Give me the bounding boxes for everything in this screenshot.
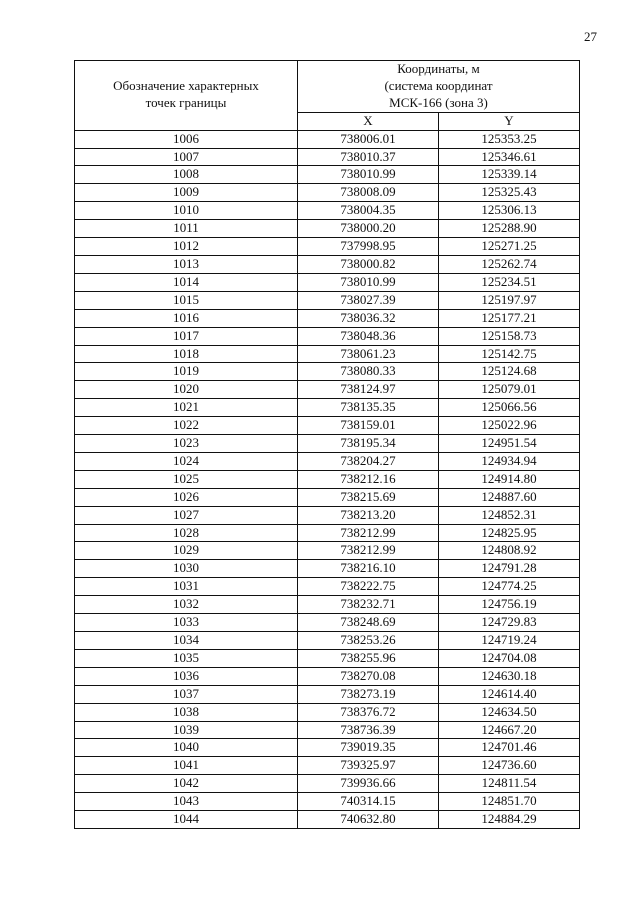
table-row bbox=[75, 560, 580, 578]
y-coordinate-cell: 125339.14 bbox=[439, 166, 580, 184]
x-coordinate-cell: 738212.99 bbox=[298, 524, 439, 542]
x-coordinate-cell: 738736.39 bbox=[298, 721, 439, 739]
coords-header-line-3: МСК-166 (зона 3) bbox=[389, 94, 488, 110]
point-column-header bbox=[75, 61, 298, 131]
table-row bbox=[75, 614, 580, 632]
y-coordinate-cell: 124704.08 bbox=[439, 649, 580, 667]
point-header-line-2: точек границы bbox=[145, 95, 227, 111]
point-id-cell: 1033 bbox=[75, 614, 298, 632]
y-coordinate-cell: 124756.19 bbox=[439, 596, 580, 614]
table-row bbox=[75, 506, 580, 524]
table-row bbox=[75, 542, 580, 560]
point-id-cell: 1039 bbox=[75, 721, 298, 739]
point-id-cell: 1034 bbox=[75, 632, 298, 650]
y-coordinate-cell: 124811.54 bbox=[439, 775, 580, 793]
table-row bbox=[75, 381, 580, 399]
table-row bbox=[75, 524, 580, 542]
x-coordinate-cell: 740314.15 bbox=[298, 793, 439, 811]
point-id-cell: 1025 bbox=[75, 470, 298, 488]
table-row bbox=[75, 435, 580, 453]
y-coordinate-cell: 124701.46 bbox=[439, 739, 580, 757]
table-row bbox=[75, 470, 580, 488]
point-id-cell: 1022 bbox=[75, 417, 298, 435]
table-row bbox=[75, 130, 580, 148]
x-coordinate-cell: 738006.01 bbox=[298, 130, 439, 148]
coords-header-line-2: (система координат bbox=[384, 77, 493, 93]
x-coordinate-cell: 738222.75 bbox=[298, 578, 439, 596]
point-id-cell: 1010 bbox=[75, 202, 298, 220]
point-id-cell: 1038 bbox=[75, 703, 298, 721]
y-coordinate-cell: 125234.51 bbox=[439, 273, 580, 291]
table-row bbox=[75, 220, 580, 238]
y-coordinate-cell: 124808.92 bbox=[439, 542, 580, 560]
x-coordinate-cell: 739936.66 bbox=[298, 775, 439, 793]
point-id-cell: 1024 bbox=[75, 452, 298, 470]
y-coordinate-cell: 124667.20 bbox=[439, 721, 580, 739]
y-coordinate-cell: 124630.18 bbox=[439, 667, 580, 685]
x-coordinate-cell: 738212.99 bbox=[298, 542, 439, 560]
x-coordinate-cell: 738080.33 bbox=[298, 363, 439, 381]
point-id-cell: 1020 bbox=[75, 381, 298, 399]
table-body bbox=[75, 130, 580, 828]
table-row bbox=[75, 811, 580, 829]
x-coordinate-cell: 738000.82 bbox=[298, 255, 439, 273]
y-coordinate-cell: 125079.01 bbox=[439, 381, 580, 399]
coords-header-line-1: Координаты, м bbox=[397, 61, 480, 76]
x-coordinate-cell: 738036.32 bbox=[298, 309, 439, 327]
y-coordinate-cell: 125158.73 bbox=[439, 327, 580, 345]
table-row bbox=[75, 739, 580, 757]
y-coordinate-cell: 124934.94 bbox=[439, 452, 580, 470]
table-row bbox=[75, 793, 580, 811]
point-id-cell: 1023 bbox=[75, 435, 298, 453]
point-header-line-1: Обозначение характерных bbox=[113, 78, 259, 94]
table-row bbox=[75, 632, 580, 650]
x-coordinate-cell: 738124.97 bbox=[298, 381, 439, 399]
table-row bbox=[75, 452, 580, 470]
x-coordinate-cell: 737998.95 bbox=[298, 238, 439, 256]
y-coordinate-cell: 124851.70 bbox=[439, 793, 580, 811]
x-coordinate-cell: 738273.19 bbox=[298, 685, 439, 703]
point-id-cell: 1032 bbox=[75, 596, 298, 614]
y-coordinate-cell: 124634.50 bbox=[439, 703, 580, 721]
point-id-cell: 1012 bbox=[75, 238, 298, 256]
table-row bbox=[75, 417, 580, 435]
x-coordinate-cell: 738376.72 bbox=[298, 703, 439, 721]
table-row bbox=[75, 291, 580, 309]
x-coordinate-cell: 738000.20 bbox=[298, 220, 439, 238]
table-row bbox=[75, 667, 580, 685]
table-row bbox=[75, 148, 580, 166]
y-coordinate-cell: 124791.28 bbox=[439, 560, 580, 578]
x-coordinate-cell: 738048.36 bbox=[298, 327, 439, 345]
point-id-cell: 1006 bbox=[75, 130, 298, 148]
x-coordinate-cell: 738255.96 bbox=[298, 649, 439, 667]
point-id-cell: 1016 bbox=[75, 309, 298, 327]
x-coordinate-cell: 738004.35 bbox=[298, 202, 439, 220]
table-row bbox=[75, 757, 580, 775]
x-coordinate-cell: 738270.08 bbox=[298, 667, 439, 685]
point-id-cell: 1008 bbox=[75, 166, 298, 184]
x-coordinate-cell: 738215.69 bbox=[298, 488, 439, 506]
table-row bbox=[75, 578, 580, 596]
table-row bbox=[75, 166, 580, 184]
y-coordinate-cell: 125142.75 bbox=[439, 345, 580, 363]
point-id-cell: 1028 bbox=[75, 524, 298, 542]
point-id-cell: 1026 bbox=[75, 488, 298, 506]
x-coordinate-cell: 739019.35 bbox=[298, 739, 439, 757]
x-coordinate-cell: 738010.99 bbox=[298, 166, 439, 184]
point-id-cell: 1041 bbox=[75, 757, 298, 775]
y-coordinate-cell: 124729.83 bbox=[439, 614, 580, 632]
x-coordinate-cell: 738010.99 bbox=[298, 273, 439, 291]
point-id-cell: 1036 bbox=[75, 667, 298, 685]
y-coordinate-cell: 125022.96 bbox=[439, 417, 580, 435]
point-id-cell: 1009 bbox=[75, 184, 298, 202]
point-id-cell: 1030 bbox=[75, 560, 298, 578]
point-id-cell: 1007 bbox=[75, 148, 298, 166]
point-id-cell: 1029 bbox=[75, 542, 298, 560]
y-coordinate-cell: 124825.95 bbox=[439, 524, 580, 542]
point-id-cell: 1042 bbox=[75, 775, 298, 793]
page-number: 27 bbox=[584, 29, 597, 44]
table-row bbox=[75, 363, 580, 381]
y-coordinate-cell: 124884.29 bbox=[439, 811, 580, 829]
y-coordinate-cell: 125197.97 bbox=[439, 291, 580, 309]
table-row bbox=[75, 327, 580, 345]
point-id-cell: 1018 bbox=[75, 345, 298, 363]
y-coordinate-cell: 125271.25 bbox=[439, 238, 580, 256]
x-coordinate-cell: 738204.27 bbox=[298, 452, 439, 470]
table-row bbox=[75, 238, 580, 256]
x-coordinate-cell: 739325.97 bbox=[298, 757, 439, 775]
coordinates-column-header bbox=[298, 61, 580, 113]
table-row bbox=[75, 184, 580, 202]
x-coordinate-cell: 738027.39 bbox=[298, 291, 439, 309]
table-row bbox=[75, 703, 580, 721]
coordinates-table bbox=[74, 60, 580, 829]
table-row bbox=[75, 775, 580, 793]
y-coordinate-cell: 124614.40 bbox=[439, 685, 580, 703]
x-coordinate-cell: 738135.35 bbox=[298, 399, 439, 417]
point-id-cell: 1019 bbox=[75, 363, 298, 381]
y-coordinate-cell: 125306.13 bbox=[439, 202, 580, 220]
y-coordinate-cell: 125177.21 bbox=[439, 309, 580, 327]
table-row bbox=[75, 649, 580, 667]
table-row bbox=[75, 721, 580, 739]
table-row bbox=[75, 309, 580, 327]
table-row bbox=[75, 345, 580, 363]
x-coordinate-cell: 738008.09 bbox=[298, 184, 439, 202]
x-coordinate-cell: 738216.10 bbox=[298, 560, 439, 578]
x-coordinate-cell: 738232.71 bbox=[298, 596, 439, 614]
point-id-cell: 1037 bbox=[75, 685, 298, 703]
x-coordinate-cell: 740632.80 bbox=[298, 811, 439, 829]
point-id-cell: 1014 bbox=[75, 273, 298, 291]
y-coordinate-cell: 124852.31 bbox=[439, 506, 580, 524]
table-row bbox=[75, 399, 580, 417]
table-row bbox=[75, 273, 580, 291]
point-id-cell: 1017 bbox=[75, 327, 298, 345]
point-id-cell: 1040 bbox=[75, 739, 298, 757]
x-coordinate-cell: 738248.69 bbox=[298, 614, 439, 632]
y-coordinate-cell: 125353.25 bbox=[439, 130, 580, 148]
table-row bbox=[75, 596, 580, 614]
y-coordinate-cell: 125346.61 bbox=[439, 148, 580, 166]
x-coordinate-cell: 738212.16 bbox=[298, 470, 439, 488]
y-coordinate-cell: 125262.74 bbox=[439, 255, 580, 273]
point-id-cell: 1044 bbox=[75, 811, 298, 829]
table-row bbox=[75, 685, 580, 703]
y-coordinate-cell: 124774.25 bbox=[439, 578, 580, 596]
point-id-cell: 1011 bbox=[75, 220, 298, 238]
table-header-row bbox=[75, 61, 580, 113]
x-coordinate-cell: 738061.23 bbox=[298, 345, 439, 363]
x-coordinate-cell: 738159.01 bbox=[298, 417, 439, 435]
y-coordinate-cell: 124736.60 bbox=[439, 757, 580, 775]
y-coordinate-cell: 125124.68 bbox=[439, 363, 580, 381]
table-row bbox=[75, 202, 580, 220]
y-coordinate-cell: 124719.24 bbox=[439, 632, 580, 650]
x-column-header: X bbox=[298, 112, 439, 130]
x-coordinate-cell: 738213.20 bbox=[298, 506, 439, 524]
x-coordinate-cell: 738195.34 bbox=[298, 435, 439, 453]
x-coordinate-cell: 738253.26 bbox=[298, 632, 439, 650]
point-id-cell: 1015 bbox=[75, 291, 298, 309]
point-id-cell: 1043 bbox=[75, 793, 298, 811]
point-id-cell: 1035 bbox=[75, 649, 298, 667]
point-id-cell: 1031 bbox=[75, 578, 298, 596]
y-coordinate-cell: 125288.90 bbox=[439, 220, 580, 238]
table-row bbox=[75, 255, 580, 273]
y-coordinate-cell: 124887.60 bbox=[439, 488, 580, 506]
point-id-cell: 1027 bbox=[75, 506, 298, 524]
y-coordinate-cell: 125066.56 bbox=[439, 399, 580, 417]
point-id-cell: 1021 bbox=[75, 399, 298, 417]
y-column-header: Y bbox=[439, 112, 580, 130]
y-coordinate-cell: 124951.54 bbox=[439, 435, 580, 453]
y-coordinate-cell: 124914.80 bbox=[439, 470, 580, 488]
x-coordinate-cell: 738010.37 bbox=[298, 148, 439, 166]
y-coordinate-cell: 125325.43 bbox=[439, 184, 580, 202]
table-row bbox=[75, 488, 580, 506]
point-id-cell: 1013 bbox=[75, 255, 298, 273]
